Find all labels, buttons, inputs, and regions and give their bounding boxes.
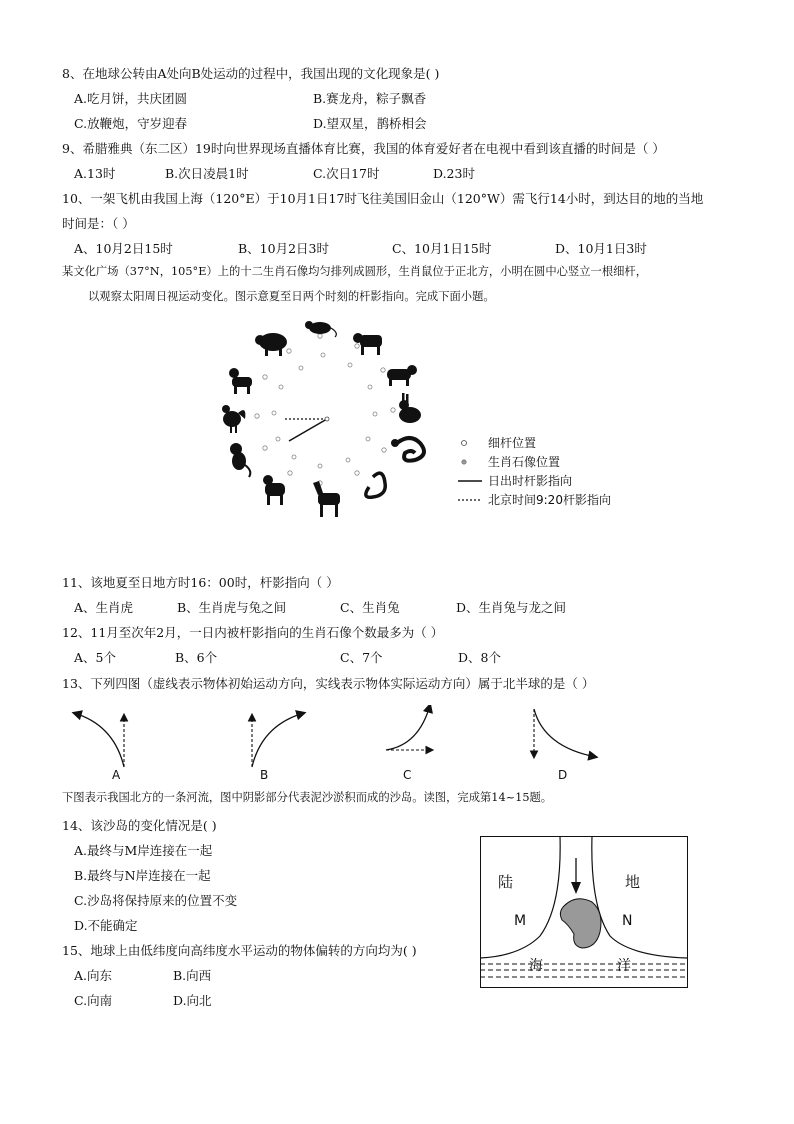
q15-option-a[interactable]: A.向东	[74, 968, 113, 983]
q8-stem: 8、在地球公转由A处向B处运动的过程中，我国出现的文化现象是( )	[62, 66, 440, 81]
bank-n-label: N	[622, 913, 633, 929]
land-label-left: 陆	[498, 873, 514, 891]
q9-option-a[interactable]: A.13时	[74, 166, 116, 181]
q13-label-b: B	[260, 768, 269, 782]
q15-option-b[interactable]: B.向西	[173, 968, 212, 983]
q15-option-d[interactable]: D.向北	[173, 993, 212, 1008]
pig-icon	[255, 333, 287, 356]
legend-statue-symbol	[462, 460, 466, 464]
horse-icon	[313, 481, 340, 517]
dragon-icon	[391, 438, 424, 461]
q8-option-d[interactable]: D.望双星，鹊桥相会	[313, 116, 427, 131]
q13-stem: 13、下列四图（虚线表示物体初始运动方向，实线表示物体实际运动方向）属于北半球的是（ ）	[62, 676, 595, 691]
q8-option-a[interactable]: A.吃月饼，共庆团圆	[74, 91, 188, 106]
q13-label-d: D	[558, 768, 568, 782]
intro-11-line1: 某文化广场（37°N，105°E）上的十二生肖石像均匀排列成圆形，生肖鼠位于正北方，小明在圆中心竖立一根细杆，	[62, 265, 648, 278]
river-map	[480, 836, 688, 988]
q13-diagrams	[64, 705, 624, 777]
q9-option-c[interactable]: C.次日17时	[313, 166, 380, 181]
q12-stem: 12、11月至次年2月，一日内被杆影指向的生肖石像个数最多为（ ）	[62, 625, 444, 640]
legend-beijing-label: 北京时间9:20杆影指向	[488, 493, 611, 507]
sunrise-shadow-line	[289, 419, 327, 441]
q10-option-b[interactable]: B、10月2日3时	[238, 241, 329, 256]
diagram-a	[74, 713, 124, 767]
diagram-c	[386, 705, 432, 750]
legend-sunrise-label: 日出时杆影指向	[488, 474, 573, 488]
intro-14: 下图表示我国北方的一条河流，图中阴影部分代表泥沙淤积而成的沙岛。读图，完成第14~15题。	[62, 791, 553, 804]
legend-pole-symbol	[462, 441, 467, 446]
legend-statue-label: 生肖石像位置	[488, 455, 561, 469]
q10-stem-line2: 时间是：（ ）	[62, 216, 135, 231]
legend-pole-label: 细杆位置	[488, 436, 537, 450]
dog-icon	[229, 368, 252, 394]
q14-option-c[interactable]: C.沙岛将保持原来的位置不变	[74, 893, 238, 908]
q14-option-a[interactable]: A.最终与M岸连接在一起	[74, 843, 213, 858]
zodiac-legend-symbols	[456, 436, 486, 512]
q12-option-c[interactable]: C、7个	[340, 650, 383, 665]
q11-option-a[interactable]: A、生肖虎	[74, 600, 134, 615]
monkey-icon	[230, 443, 250, 477]
q13-label-a: A	[112, 768, 121, 782]
q12-option-d[interactable]: D、8个	[458, 650, 501, 665]
q14-option-d[interactable]: D.不能确定	[74, 918, 138, 933]
q11-option-c[interactable]: C、生肖兔	[340, 600, 400, 615]
q14-stem: 14、该沙岛的变化情况是( )	[62, 818, 217, 833]
q14-option-b[interactable]: B.最终与N岸连接在一起	[74, 868, 211, 883]
zodiac-figure	[205, 315, 445, 540]
pole-position	[325, 417, 329, 421]
sea-label-left: 海	[529, 958, 543, 974]
q11-option-d[interactable]: D、生肖兔与龙之间	[456, 600, 567, 615]
q10-option-c[interactable]: C、10月1日15时	[392, 241, 492, 256]
q10-option-d[interactable]: D、10月1日3时	[555, 241, 647, 256]
goat-icon	[263, 475, 285, 505]
q11-option-b[interactable]: B、生肖虎与兔之间	[177, 600, 287, 615]
q9-stem: 9、希腊雅典（东二区）19时向世界现场直播体育比赛，我国的体育爱好者在电视中看到该直播的时间是（ ）	[62, 141, 665, 156]
q11-stem: 11、该地夏至日地方时16：00时，杆影指向（ ）	[62, 575, 339, 590]
rabbit-icon	[399, 393, 421, 423]
sea-label-right: 洋	[617, 958, 631, 974]
q10-option-a[interactable]: A、10月2日15时	[74, 241, 173, 256]
intro-11-line2: 以观察太阳周日视运动变化。图示意夏至日两个时刻的杆影指向。完成下面小题。	[88, 290, 495, 303]
tiger-icon	[387, 365, 417, 386]
q8-option-b[interactable]: B.赛龙舟，粽子飘香	[313, 91, 427, 106]
rooster-icon	[222, 405, 245, 433]
q13-label-c: C	[403, 768, 412, 782]
q15-stem: 15、地球上由低纬度向高纬度水平运动的物体偏转的方向均为( )	[62, 943, 417, 958]
diagram-b	[252, 713, 304, 767]
q12-option-b[interactable]: B、6个	[175, 650, 218, 665]
q15-option-c[interactable]: C.向南	[74, 993, 113, 1008]
q9-option-d[interactable]: D.23时	[433, 166, 475, 181]
land-label-right: 地	[625, 873, 641, 891]
bank-m-label: M	[514, 913, 527, 929]
q9-option-b[interactable]: B.次日凌晨1时	[165, 166, 249, 181]
q10-stem-line1: 10、一架飞机由我国上海（120°E）于10月1日17时飞往美国旧金山（120°W）需飞行14小时，到达目的地的当地	[62, 191, 704, 206]
statue-dot	[318, 334, 322, 338]
q8-option-c[interactable]: C.放鞭炮，守岁迎春	[74, 116, 188, 131]
diagram-d	[534, 709, 596, 757]
snake-icon	[366, 473, 385, 497]
q12-option-a[interactable]: A、5个	[74, 650, 116, 665]
